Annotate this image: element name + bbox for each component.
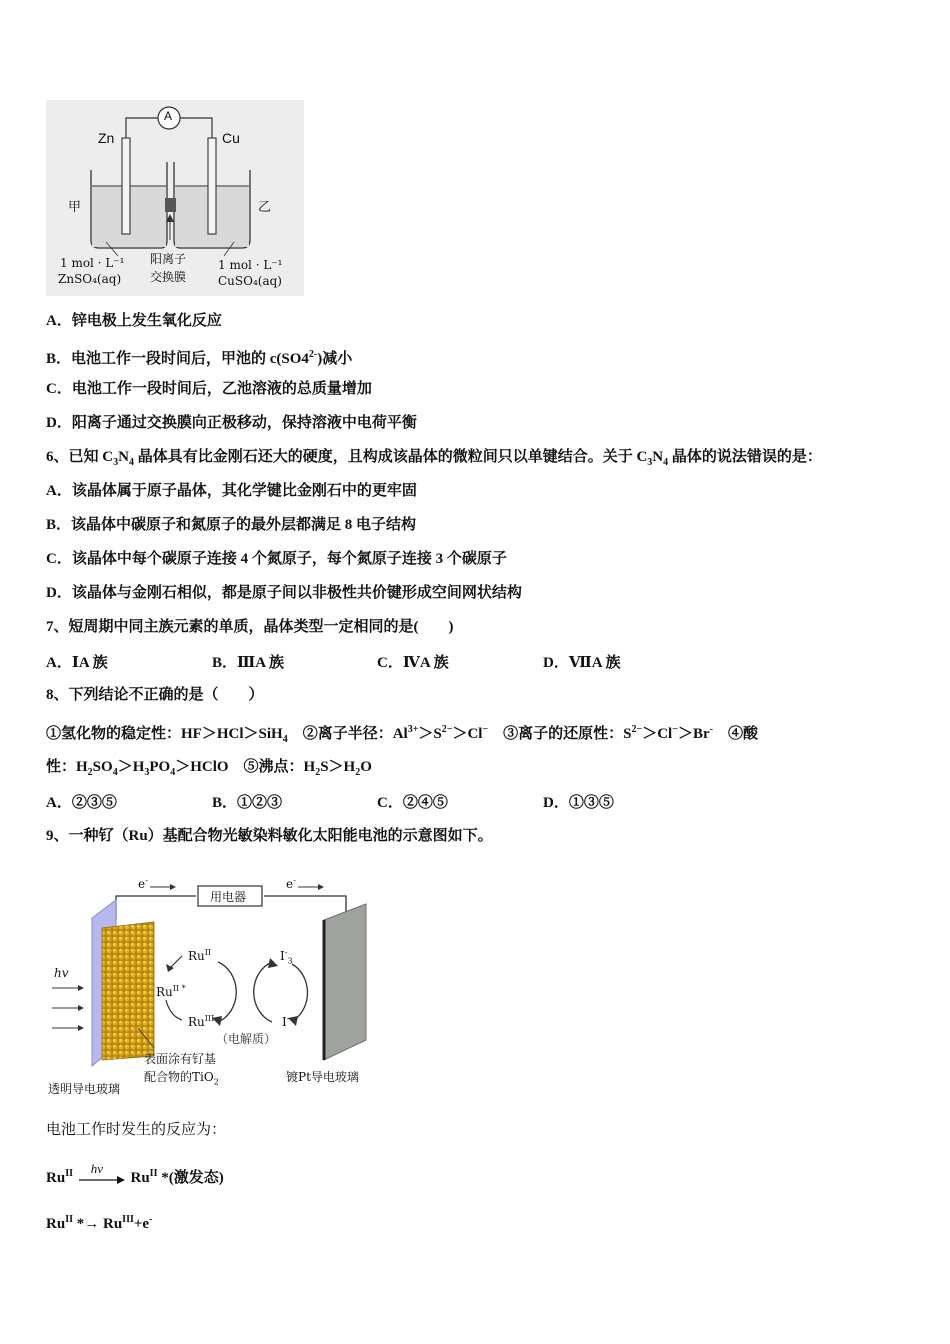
ru-oxidation-state: II bbox=[204, 948, 212, 957]
q9-stem: 9、一种钌（Ru）基配合物光敏染料敏化太阳能电池的示意图如下。 bbox=[46, 828, 493, 844]
left-concentration: 1 mol · L⁻¹ bbox=[60, 256, 125, 270]
load-label: 用电器 bbox=[210, 890, 247, 904]
ru-oxidation-state: III bbox=[204, 1014, 215, 1023]
left-cell-label: 甲 bbox=[68, 200, 82, 215]
electron-symbol: e bbox=[138, 877, 146, 891]
tio2-subscript: 2 bbox=[213, 1077, 219, 1087]
membrane-label-1: 阳离子 bbox=[150, 252, 187, 266]
ammeter-label: A bbox=[164, 109, 173, 123]
q8-text: ＞S bbox=[418, 726, 442, 742]
q5-option-b-charge: 2- bbox=[308, 349, 318, 360]
i3-label: $I^-_3$ bbox=[280, 948, 293, 966]
left-solution: ZnSO₄(aq) bbox=[58, 272, 122, 286]
q8-text: ＞Cl bbox=[642, 726, 673, 742]
q8-text: O bbox=[360, 759, 372, 775]
reaction-2 bbox=[46, 1210, 152, 1234]
hv-over-arrow: hv bbox=[90, 1160, 104, 1176]
reaction-superscript: II bbox=[65, 1214, 73, 1225]
ru-iii-label bbox=[188, 1014, 214, 1029]
q8-stem: 8、下列结论不正确的是（ ） bbox=[46, 687, 264, 703]
q5-option-b-tail: )减小 bbox=[317, 351, 353, 367]
q8-text: ③离子的还原性：S bbox=[488, 726, 632, 742]
reaction-text: Ru bbox=[46, 1170, 66, 1186]
q8-text: ①氢化物的稳定性：HF＞HCl＞SiH bbox=[46, 726, 283, 742]
q8-option-c: C．②④⑤ bbox=[377, 795, 448, 811]
ru-oxidation-state: II * bbox=[172, 984, 186, 993]
hv-label: hv bbox=[54, 966, 69, 980]
q8-subscript: 4 bbox=[282, 734, 288, 745]
q8-option-b: B．①②③ bbox=[212, 795, 283, 811]
left-glass-label: 透明导电玻璃 bbox=[48, 1082, 121, 1096]
q8-option-a: A．②③⑤ bbox=[46, 795, 117, 811]
right-concentration: 1 mol · L⁻¹ bbox=[218, 258, 283, 272]
reaction-text: Ru bbox=[130, 1170, 150, 1186]
q6-option-b: B．该晶体中碳原子和氮原子的最外层都满足 8 电子结构 bbox=[46, 517, 417, 533]
q6-option-a: A．该晶体属于原子晶体，其化学键比金刚石中的更牢固 bbox=[46, 483, 417, 499]
reaction-arrow-icon bbox=[77, 1169, 127, 1189]
tio2-label-2 bbox=[144, 1068, 219, 1086]
q8-statements-line-2 bbox=[46, 757, 372, 783]
q8-statements-line-1 bbox=[46, 720, 758, 750]
q8-superscript: 2− bbox=[631, 724, 643, 735]
q8-text: ②离子半径：Al bbox=[287, 726, 408, 742]
q8-text: SO bbox=[92, 759, 113, 775]
zn-electrode-label: Zn bbox=[98, 130, 115, 146]
q8-text: ＞Br bbox=[677, 726, 710, 742]
reaction-text: +e bbox=[133, 1216, 150, 1232]
q7-stem: 7、短周期中同主族元素的单质，晶体类型一定相同的是( ) bbox=[46, 619, 454, 635]
reaction-text: *→ Ru bbox=[72, 1216, 123, 1232]
ru-symbol: Ru bbox=[188, 1015, 205, 1029]
reaction-superscript: III bbox=[122, 1214, 134, 1225]
q8-subscript: 2 bbox=[355, 767, 361, 778]
q8-superscript: − bbox=[672, 724, 678, 735]
reaction-superscript: II bbox=[149, 1168, 158, 1179]
q7-option-b: B．ⅢA 族 bbox=[212, 655, 285, 671]
q8-text: ＞H bbox=[117, 759, 145, 775]
right-cell-label: 乙 bbox=[258, 200, 272, 215]
ru-symbol: Ru bbox=[188, 949, 205, 963]
q8-text: ＞HClO ⑤沸点：H bbox=[175, 759, 316, 775]
electron-label-right: e- bbox=[286, 876, 296, 891]
q8-superscript: - bbox=[709, 724, 713, 735]
right-solution: CuSO₄(aq) bbox=[218, 274, 282, 288]
iodine-subscript: 3 bbox=[287, 956, 293, 966]
q8-text: S＞H bbox=[320, 759, 356, 775]
q5-option-b bbox=[46, 345, 352, 369]
q8-superscript: 2− bbox=[441, 724, 453, 735]
q6-option-d: D．该晶体与金刚石相似，都是原子间以非极性共价键形成空间网状结构 bbox=[46, 585, 522, 601]
q6-option-c: C．该晶体中每个碳原子连接 4 个氮原子，每个氮原子连接 3 个碳原子 bbox=[46, 551, 507, 567]
q6-subscript: 3 bbox=[113, 457, 119, 468]
cu-electrode-label: Cu bbox=[222, 130, 240, 146]
reaction-1 bbox=[46, 1160, 224, 1189]
reactions-intro: 电池工作时发生的反应为： bbox=[46, 1120, 227, 1138]
electron-label-left: e- bbox=[138, 876, 148, 891]
q6-stem-part: 6、已知 C bbox=[46, 449, 114, 465]
right-glass-label: 镀Pt导电玻璃 bbox=[286, 1070, 359, 1084]
q8-option-d: D．①③⑤ bbox=[543, 795, 614, 811]
q8-superscript: − bbox=[482, 724, 489, 735]
reaction-superscript: II bbox=[65, 1168, 73, 1179]
reaction-text: Ru bbox=[46, 1216, 66, 1232]
membrane-label-2: 交换膜 bbox=[150, 270, 187, 284]
ru-symbol: Ru bbox=[156, 985, 173, 999]
iodide-symbol: I bbox=[282, 1015, 287, 1029]
reaction-text: *(激发态) bbox=[157, 1170, 224, 1186]
q6-stem-part: N bbox=[652, 449, 664, 465]
q6-stem bbox=[46, 447, 822, 473]
q8-subscript: 2 bbox=[87, 767, 93, 778]
ru-ii-label bbox=[188, 948, 211, 963]
q8-text: ＞Cl bbox=[452, 726, 483, 742]
q7-option-c: C．ⅣA 族 bbox=[377, 655, 449, 671]
arrow-with-hv bbox=[77, 1160, 127, 1189]
q8-text: ④酸 bbox=[712, 726, 758, 742]
electrolyte-label: （电解质） bbox=[216, 1032, 277, 1046]
iodine-symbol: I bbox=[280, 949, 285, 963]
solar-cell-figure bbox=[46, 870, 376, 1098]
q8-text: 性：H bbox=[46, 759, 88, 775]
tio2-text: 配合物的TiO bbox=[144, 1070, 214, 1084]
i-minus-label: I- bbox=[282, 1014, 290, 1029]
reaction-superscript: - bbox=[149, 1214, 153, 1225]
q7-option-d: D．ⅦA 族 bbox=[543, 655, 621, 671]
q6-stem-part: N bbox=[118, 449, 129, 465]
q5-option-d: D．阳离子通过交换膜向正极移动，保持溶液中电荷平衡 bbox=[46, 415, 417, 431]
q8-subscript: 2 bbox=[315, 767, 321, 778]
q6-stem-part: 晶体具有比金刚石还大的硬度，且构成该晶体的微粒间只以单键结合。关于 C bbox=[133, 449, 648, 465]
q6-subscript: 4 bbox=[663, 457, 669, 468]
q5-option-c: C．电池工作一段时间后，乙池溶液的总质量增加 bbox=[46, 381, 372, 397]
q6-stem-part: 晶体的说法错误的是： bbox=[668, 449, 822, 465]
electron-symbol: e bbox=[286, 877, 294, 891]
q6-subscript: 4 bbox=[128, 457, 134, 468]
tio2-label-1: 表面涂有钌基 bbox=[144, 1052, 217, 1066]
galvanic-cell-figure bbox=[46, 100, 304, 296]
q8-subscript: 3 bbox=[144, 767, 150, 778]
q7-option-a: A．ⅠA 族 bbox=[46, 655, 108, 671]
q6-subscript: 3 bbox=[647, 457, 653, 468]
q8-text: PO bbox=[149, 759, 171, 775]
q8-superscript: 3+ bbox=[407, 724, 419, 735]
q8-subscript: 4 bbox=[112, 767, 118, 778]
q8-subscript: 4 bbox=[170, 767, 176, 778]
ru-ii-excited-label bbox=[156, 984, 186, 999]
q5-option-a: A．锌电极上发生氧化反应 bbox=[46, 313, 222, 329]
q5-option-b-text: B．电池工作一段时间后，甲池的 c(SO4 bbox=[46, 351, 309, 367]
